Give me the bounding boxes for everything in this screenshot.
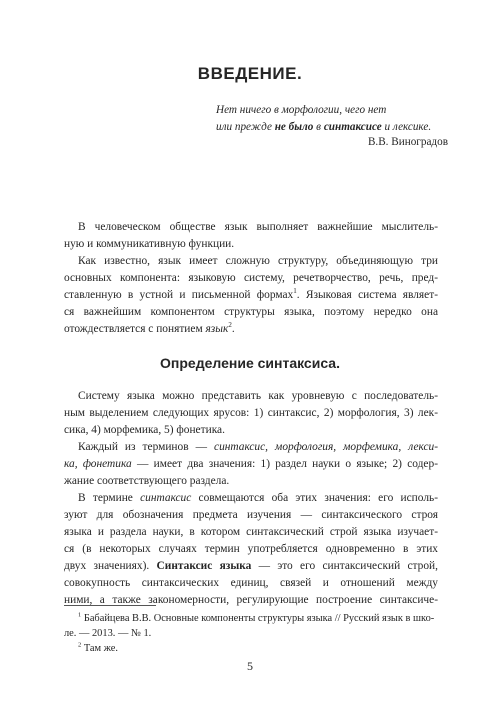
text-span: совмещаются оба этих значения: его исполь-	[191, 492, 438, 504]
text-span: ставленную в устной и письменной формах	[64, 289, 294, 301]
epigraph-text: в	[313, 121, 324, 133]
footnote-ref-1[interactable]: 1	[293, 287, 297, 296]
italic-term: ка, фонетика	[64, 458, 132, 470]
epigraph-emphasis: не было	[274, 121, 314, 133]
text-span: В термине	[78, 492, 141, 504]
epigraph-text: или прежде	[216, 121, 275, 133]
italic-term: синтаксис, морфология, морфемика, лекси-	[214, 441, 438, 453]
text-line: зуют для обозначения предмета изучения — синтаксического строя	[64, 509, 438, 521]
text-line: языка и раздела науки, в котором синтаксический строй языка изучает-	[64, 526, 438, 538]
text-line: совокупность синтаксических единиц, связей и отношений между	[64, 577, 438, 589]
footnote-2	[64, 641, 438, 656]
footnote-text: Там же.	[81, 643, 118, 654]
text-line	[64, 490, 438, 507]
text-line: Систему языка можно представить как уровневую с последователь-	[78, 390, 438, 402]
section-paragraph-3	[64, 490, 438, 609]
text-line: основных компонента: языковую систему, речетворчество, речь, пред-	[64, 272, 438, 284]
italic-term: синтаксис	[140, 492, 192, 504]
footnote-marker: 1	[78, 611, 82, 619]
bold-term: Синтаксис языка	[156, 560, 252, 572]
section-paragraph-1	[64, 388, 438, 439]
text-span: отождествляется с понятием	[64, 323, 206, 335]
epigraph-line-1: Нет ничего в морфологии, чего нет	[216, 104, 387, 116]
epigraph-emphasis: синтаксисе	[323, 121, 382, 133]
intro-paragraph-1	[64, 219, 438, 253]
epigraph-line-2	[216, 119, 466, 136]
text-span: . Языковая система являет-	[296, 289, 438, 301]
page-number: 5	[247, 659, 253, 673]
chapter-heading: ВВЕДЕНИЕ.	[197, 64, 303, 83]
footnote-1-line-1	[64, 611, 438, 626]
text-line: сика, 4) морфемика, 5) фонетика.	[64, 424, 225, 436]
text-line: ную и коммуникативную функции.	[64, 238, 235, 250]
text-line: Как известно, язык имеет сложную структуру, объединяющую три	[78, 255, 438, 267]
text-line: ними, а также закономерности, регулирующие построение синтаксиче-	[64, 594, 438, 606]
text-span: — имеет два значения: 1) раздел науки о языке; 2) содер-	[131, 458, 438, 470]
footnotes	[64, 611, 438, 656]
text-line	[64, 439, 438, 456]
text-line: В человеческом обществе язык выполняет важнейшие мыслитель-	[78, 221, 438, 233]
epigraph-author: В.В. Виноградов	[367, 136, 448, 148]
section-heading: Определение синтаксиса.	[160, 355, 340, 371]
text-line	[64, 456, 438, 473]
text-span: .	[231, 323, 235, 335]
text-line: жание соответствующего раздела.	[64, 475, 230, 487]
footnote-marker: 2	[78, 641, 82, 649]
epigraph-text: и лексике.	[381, 121, 432, 133]
epigraph	[216, 102, 466, 136]
italic-term: язык	[205, 323, 229, 335]
text-span: двух значениях).	[64, 560, 157, 572]
section-paragraph-2	[64, 439, 438, 490]
intro-paragraph-2	[64, 253, 438, 338]
footnote-1-line-2: ле. — 2013. — № 1.	[64, 628, 152, 639]
footnote-ref-2[interactable]: 2	[228, 321, 232, 330]
text-line	[64, 287, 438, 304]
text-span: — это его синтаксический строй,	[251, 560, 438, 572]
text-line: ным выделением следующих ярусов: 1) синтаксис, 2) морфология, 3) лек-	[64, 407, 438, 419]
text-line	[64, 321, 438, 338]
text-line: ся (в некоторых случаях термин употребляется одновременно в этих	[64, 543, 438, 555]
footnote-divider	[64, 605, 156, 606]
text-line: ся важнейшим компонентом структуры языка, поэтому нередко она	[64, 306, 438, 318]
text-span: Каждый из терминов —	[78, 441, 215, 453]
footnote-text: Бабайцева В.В. Основные компоненты структуры языка // Русский язык в шко-	[81, 613, 435, 624]
text-line	[64, 558, 438, 575]
